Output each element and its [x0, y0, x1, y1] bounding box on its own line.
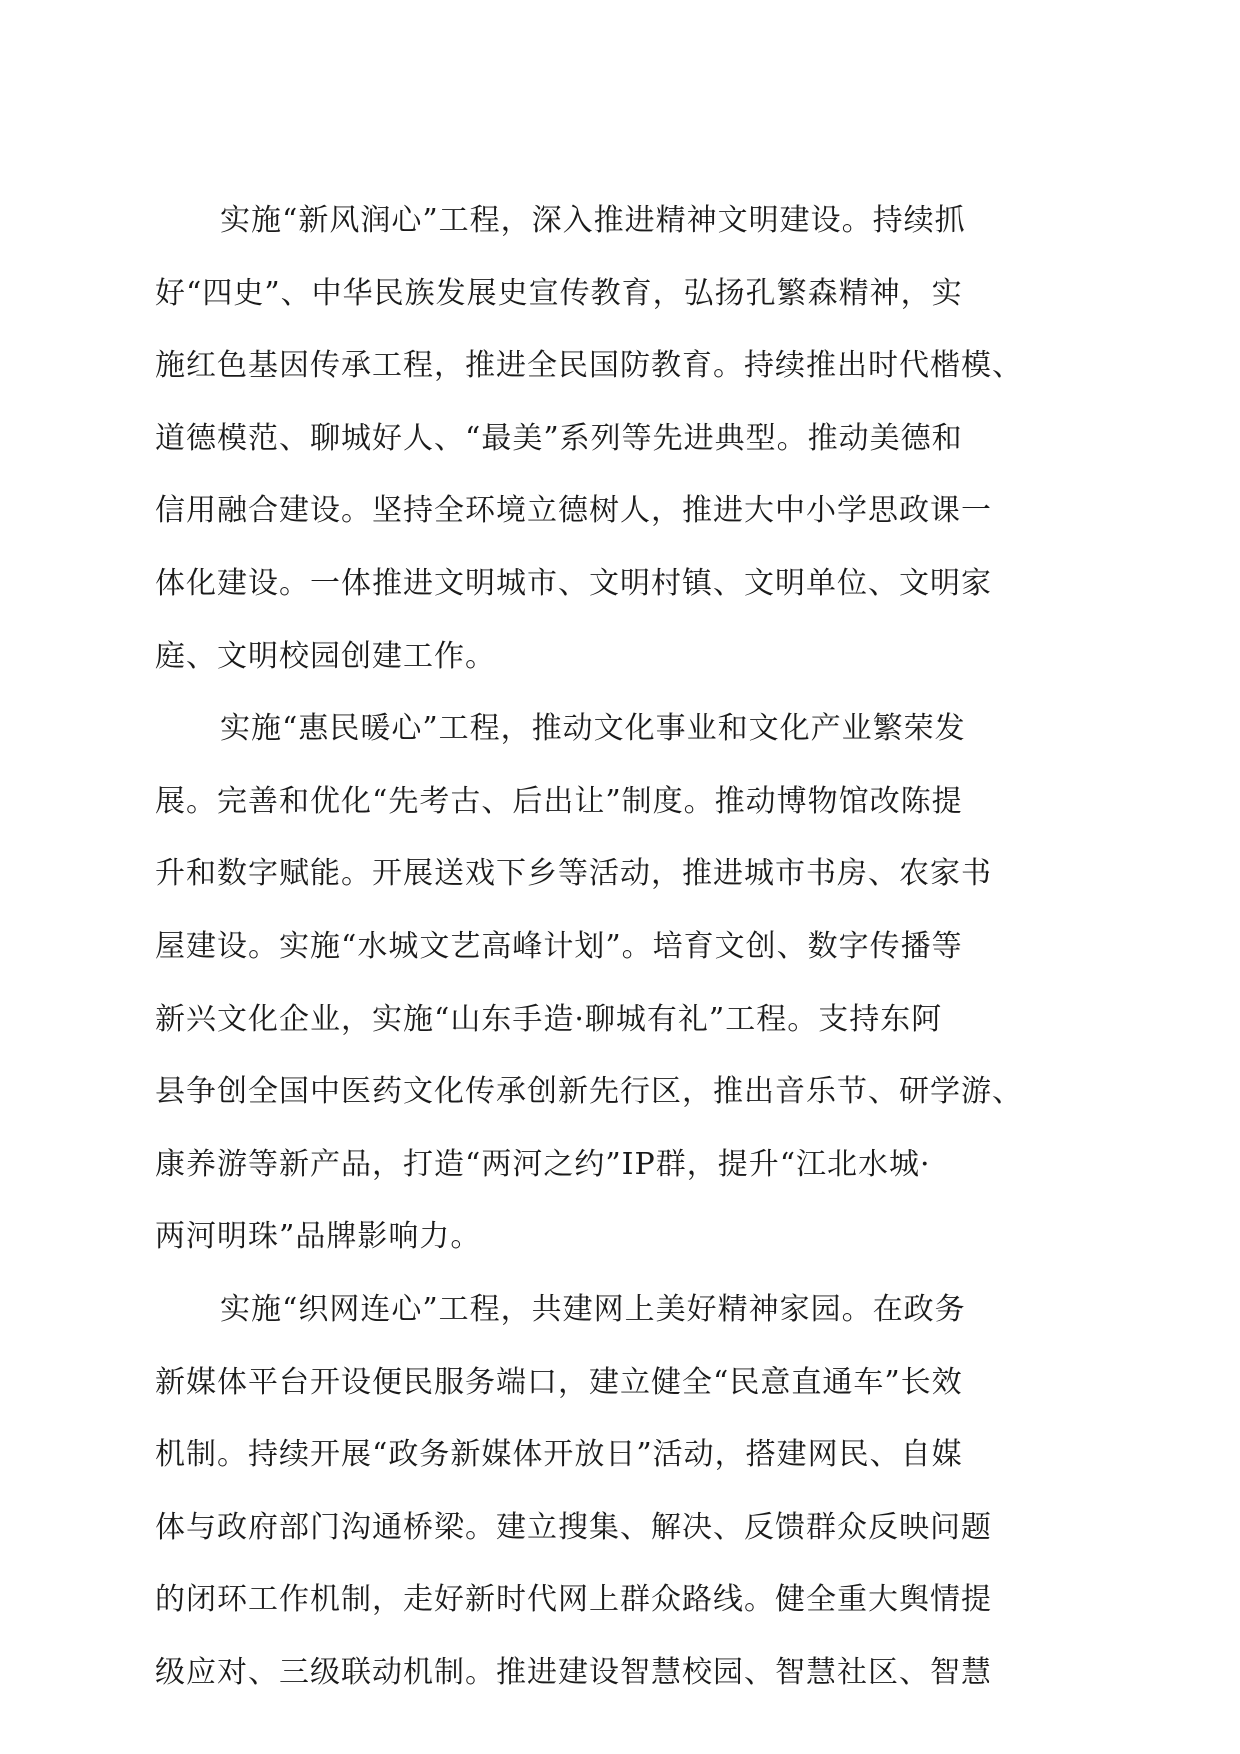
text-line: 的闭环工作机制，走好新时代网上群众路线。健全重大舆情提 [155, 1582, 992, 1618]
text-line: 体与政府部门沟通桥梁。建立搜集、解决、反馈群众反映问题 [155, 1509, 992, 1545]
text-line: 两河明珠”品牌影响力。 [155, 1219, 482, 1255]
text-line: 体化建设。一体推进文明城市、文明村镇、文明单位、文明家 [155, 565, 992, 601]
text-line: 机制。持续开展“政务新媒体开放日”活动，搭建网民、自媒 [155, 1437, 963, 1473]
document-body [155, 185, 1095, 1709]
text-line: 实施“惠民暖心”工程，推动文化事业和文化产业繁荣发 [220, 711, 966, 747]
text-line: 屋建设。实施“水城文艺高峰计划”。培育文创、数字传播等 [155, 928, 963, 964]
paragraph-new-wind [155, 185, 1095, 693]
text-line: 新兴文化企业，实施“山东手造·聊城有礼”工程。支持东阿 [155, 1001, 943, 1037]
text-line: 施红色基因传承工程，推进全民国防教育。持续推出时代楷模、 [155, 348, 1023, 384]
text-line: 康养游等新产品，打造“两河之约”IP群，提升“江北水城· [155, 1146, 931, 1182]
text-line: 县争创全国中医药文化传承创新先行区，推出音乐节、研学游、 [155, 1074, 1023, 1110]
paragraph-benefit-people [155, 693, 1095, 1274]
text-line: 实施“新风润心”工程，深入推进精神文明建设。持续抓 [220, 203, 966, 238]
text-line: 庭、文明校园创建工作。 [155, 638, 496, 674]
paragraph-weave-net [155, 1274, 1095, 1710]
text-line: 升和数字赋能。开展送戏下乡等活动，推进城市书房、农家书 [155, 856, 992, 892]
text-line: 信用融合建设。坚持全环境立德树人，推进大中小学思政课一 [155, 493, 992, 529]
text-line: 展。完善和优化“先考古、后出让”制度。推动博物馆改陈提 [155, 783, 963, 819]
text-line: 实施“织网连心”工程，共建网上美好精神家园。在政务 [220, 1291, 966, 1327]
text-line: 新媒体平台开设便民服务端口，建立健全“民意直通车”长效 [155, 1364, 963, 1400]
text-line: 级应对、三级联动机制。推进建设智慧校园、智慧社区、智慧 [155, 1654, 992, 1690]
text-line: 好“四史”、中华民族发展史宣传教育，弘扬孔繁森精神，实 [155, 275, 963, 311]
text-line: 道德模范、聊城好人、“最美”系列等先进典型。推动美德和 [155, 420, 963, 456]
